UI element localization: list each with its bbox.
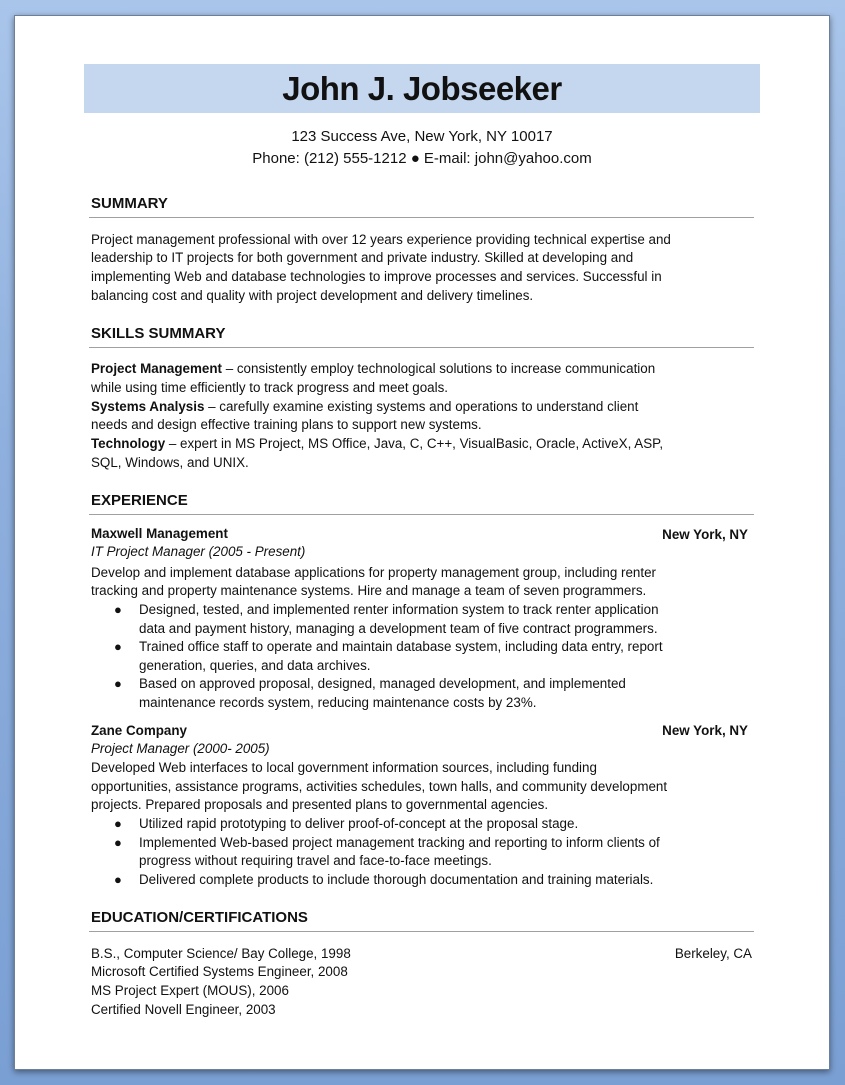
bullet-text: Trained office staff to operate and maintain database system, including data entry, report	[139, 639, 663, 654]
bullet-icon: ●	[114, 639, 122, 654]
skill-text: SQL, Windows, and UNIX.	[91, 455, 249, 470]
bullet-icon: ●	[114, 676, 122, 691]
job-role: IT Project Manager (2005 - Present)	[91, 544, 306, 559]
bullet-text: Implemented Web-based project management tracking and reporting to inform clients of	[139, 835, 660, 850]
summary-heading: SUMMARY	[91, 195, 168, 212]
company-name: Zane Company	[91, 723, 187, 738]
job-description: Developed Web interfaces to local government information sources, including funding	[91, 760, 597, 775]
skill-label: Systems Analysis	[91, 399, 205, 414]
education-item: Microsoft Certified Systems Engineer, 2008	[91, 964, 348, 979]
skill-item	[91, 398, 638, 416]
contact-info: Phone: (212) 555-1212 ● E-mail: john@yahoo.com	[252, 150, 592, 167]
bullet-text: Designed, tested, and implemented renter information system to track renter application	[139, 602, 659, 617]
bullet-icon: ●	[114, 602, 122, 617]
skill-item	[91, 360, 655, 378]
summary-line: balancing cost and quality with project development and delivery timelines.	[91, 288, 534, 303]
summary-line: implementing Web and database technologies to improve processes and services. Successful in	[91, 269, 662, 284]
bullet-icon: ●	[114, 872, 122, 887]
education-item: B.S., Computer Science/ Bay College, 1998	[91, 946, 351, 961]
job-description: tracking and property maintenance systems. Hire and manage a team of seven programmers.	[91, 583, 647, 598]
bullet-text: generation, queries, and data archives.	[139, 658, 371, 673]
experience-heading: EXPERIENCE	[91, 492, 188, 509]
job-location: New York, NY	[662, 527, 748, 542]
bullet-text: data and payment history, managing a development team of five contract programmers.	[139, 621, 658, 636]
job-description: projects. Prepared proposals and presented plans to governmental agencies.	[91, 797, 549, 812]
bullet-text: maintenance records system, reducing maintenance costs by 23%.	[139, 695, 537, 710]
bullet-text: progress without requiring travel and face-to-face meetings.	[139, 853, 492, 868]
summary-line: leadership to IT projects for both government and private industry. Skilled at developing and	[91, 250, 634, 265]
education-item: MS Project Expert (MOUS), 2006	[91, 983, 289, 998]
candidate-name: John J. Jobseeker	[282, 70, 562, 107]
education-item: Certified Novell Engineer, 2003	[91, 1002, 276, 1017]
education-location: Berkeley, CA	[674, 946, 752, 961]
divider	[89, 347, 754, 348]
job-description: Develop and implement database applications for property management group, including renter	[91, 565, 656, 580]
bullet-text: Utilized rapid prototyping to deliver proof-of-concept at the proposal stage.	[139, 816, 579, 831]
divider	[89, 931, 754, 932]
job-description: opportunities, assistance programs, activities schedules, town halls, and community development	[91, 779, 668, 794]
address: 123 Success Ave, New York, NY 10017	[291, 128, 553, 145]
skill-text: – carefully examine existing systems and operations to understand client	[204, 399, 639, 414]
skill-text: – expert in MS Project, MS Office, Java, C, C++, VisualBasic, Oracle, ActiveX, ASP,	[165, 436, 664, 451]
bullet-text: Based on approved proposal, designed, managed development, and implemented	[139, 676, 626, 691]
skill-label: Project Management	[91, 361, 222, 376]
job-role: Project Manager (2000- 2005)	[91, 741, 270, 756]
bullet-text: Delivered complete products to include thorough documentation and training materials.	[139, 872, 654, 887]
job-location: New York, NY	[662, 723, 748, 738]
skill-text: while using time efficiently to track progress and meet goals.	[91, 380, 449, 395]
summary-line: Project management professional with over 12 years experience providing technical expertise and	[91, 232, 671, 247]
education-heading: EDUCATION/CERTIFICATIONS	[91, 909, 308, 926]
skill-text: needs and design effective training plans to support new systems.	[91, 417, 482, 432]
skill-label: Technology	[91, 436, 166, 451]
skill-item	[91, 435, 663, 453]
bullet-icon: ●	[114, 835, 122, 850]
skill-text: – consistently employ technological solutions to increase communication	[221, 361, 656, 376]
company-name: Maxwell Management	[91, 526, 228, 541]
divider	[89, 217, 754, 218]
divider	[89, 514, 754, 515]
skills-heading: SKILLS SUMMARY	[91, 325, 226, 342]
bullet-icon: ●	[114, 816, 122, 831]
